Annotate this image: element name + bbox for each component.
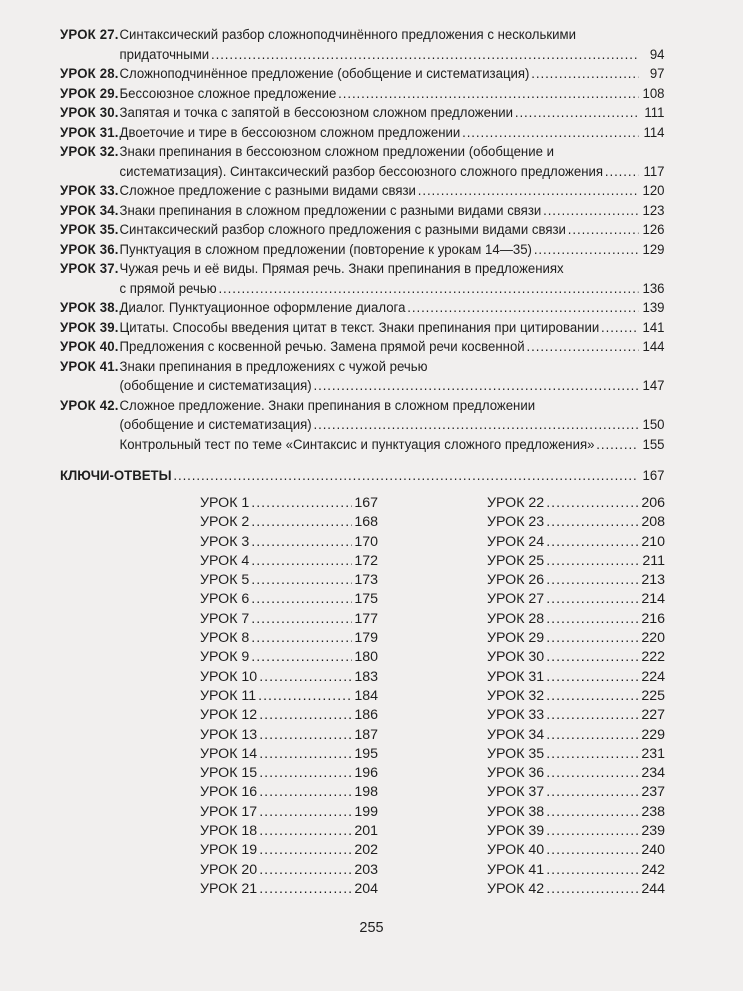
answer-lesson: УРОК 36: [487, 765, 545, 782]
lesson-title: Чужая речь и её виды. Прямая речь. Знаки препинания в предложениях: [119, 261, 564, 277]
dot-leader: [259, 726, 352, 745]
page-ref: 175: [354, 591, 378, 608]
answer-row: [487, 687, 665, 706]
answers-heading-row: [60, 467, 665, 487]
page-ref: 97: [649, 66, 665, 82]
lesson-title: Бессоюзное сложное предложение: [119, 85, 337, 102]
dot-leader: [259, 841, 352, 860]
toc-entry: [60, 397, 665, 436]
lesson-title: Сложное предложение. Знаки препинания в сложном предложении: [119, 397, 536, 414]
toc-entry: [60, 65, 665, 85]
answer-row: [200, 764, 378, 783]
answer-lesson: УРОК 9: [200, 649, 250, 666]
answer-row: [487, 822, 665, 841]
page-ref: 206: [641, 495, 665, 511]
answer-row: [200, 571, 378, 590]
page-ref: 126: [642, 222, 665, 238]
dot-leader: [258, 687, 352, 706]
lesson-label: УРОК 41.: [60, 358, 119, 375]
lesson-label: УРОК 32.: [60, 144, 119, 160]
dot-leader: [546, 803, 639, 822]
dot-leader: [462, 124, 638, 144]
dot-leader: [251, 590, 352, 609]
answer-lesson: УРОК 1: [200, 495, 250, 511]
page-ref: 144: [642, 339, 665, 355]
toc-entry: [60, 260, 665, 299]
dot-leader: [605, 163, 639, 183]
page-ref: 220: [641, 630, 665, 647]
page-ref: 224: [641, 668, 665, 685]
toc-entry: [60, 182, 665, 202]
answer-row: [487, 610, 665, 629]
dot-leader: [546, 764, 639, 783]
dot-leader: [546, 513, 639, 532]
page-ref: 186: [354, 707, 378, 724]
dot-leader: [546, 668, 639, 687]
answer-row: [487, 590, 665, 609]
lesson-label: УРОК 37.: [60, 261, 119, 277]
page-ref: 204: [354, 880, 378, 897]
lesson-label: УРОК 34.: [60, 202, 119, 219]
page-ref: 237: [641, 784, 665, 801]
answer-row: [487, 841, 665, 860]
page-ref: 167: [642, 468, 665, 484]
answer-lesson: УРОК 18: [200, 823, 258, 840]
answer-lesson: УРОК 30: [487, 649, 545, 666]
page-ref: 242: [641, 861, 665, 878]
toc-entry: [60, 26, 665, 65]
page-ref: 179: [354, 630, 378, 647]
toc-entry: [60, 202, 665, 222]
lesson-title: Двоеточие и тире в бессоюзном сложном предложении: [119, 124, 461, 141]
answer-row: [200, 803, 378, 822]
page-ref: 196: [354, 765, 378, 782]
page-ref: 170: [354, 533, 378, 550]
page-ref: 141: [642, 319, 665, 336]
dot-leader: [259, 783, 352, 802]
answer-row: [200, 513, 378, 532]
dot-leader: [534, 241, 639, 261]
page-ref: 238: [641, 803, 665, 820]
answer-lesson: УРОК 14: [200, 745, 258, 762]
toc-entry: [60, 436, 665, 456]
answer-lesson: УРОК 33: [487, 707, 545, 724]
dot-leader: [543, 202, 638, 222]
answer-lesson: УРОК 17: [200, 803, 258, 820]
answer-lesson: УРОК 23: [487, 514, 545, 531]
toc-entry: [60, 85, 665, 105]
dot-leader: [546, 880, 639, 899]
answer-row: [487, 648, 665, 667]
page-ref: 216: [641, 610, 665, 627]
dot-leader: [259, 764, 352, 783]
dot-leader: [596, 436, 638, 456]
dot-leader: [251, 552, 352, 571]
answer-row: [200, 648, 378, 667]
answer-row: [200, 610, 378, 629]
lesson-label: УРОК 39.: [60, 319, 119, 336]
answer-row: [487, 494, 665, 513]
answer-row: [200, 745, 378, 764]
answer-row: [487, 745, 665, 764]
dot-leader: [601, 319, 638, 339]
answer-lesson: УРОК 27: [487, 591, 545, 608]
answer-row: [487, 552, 665, 571]
page-ref: 208: [641, 514, 665, 531]
page-ref: 120: [642, 183, 665, 199]
lesson-label: УРОК 31.: [60, 124, 119, 141]
lesson-title: (обобщение и систематизация): [119, 417, 312, 433]
answer-lesson: УРОК 11: [200, 687, 257, 704]
answer-lesson: УРОК 32: [487, 687, 545, 704]
answer-row: [200, 726, 378, 745]
answer-lesson: УРОК 35: [487, 745, 545, 762]
answer-row: [487, 629, 665, 648]
dot-leader: [251, 610, 352, 629]
page-ref: 177: [354, 610, 378, 627]
dot-leader: [546, 687, 639, 706]
dot-leader: [546, 590, 639, 609]
dot-leader: [546, 822, 639, 841]
answer-lesson: УРОК 13: [200, 726, 258, 743]
dot-leader: [251, 513, 352, 532]
page-ref: 129: [642, 241, 665, 258]
dot-leader: [546, 629, 639, 648]
lesson-title: Синтаксический разбор сложноподчинённого предложения с несколькими: [119, 27, 576, 43]
answer-lesson: УРОК 4: [200, 552, 250, 569]
page-ref: 108: [642, 85, 665, 102]
dot-leader: [313, 377, 638, 397]
lesson-title: Диалог. Пунктуационное оформление диалога: [119, 300, 406, 316]
answer-lesson: УРОК 31: [487, 668, 545, 685]
page-ref: 225: [641, 687, 665, 704]
dot-leader: [313, 416, 638, 436]
answer-row: [487, 803, 665, 822]
toc-entry: [60, 241, 665, 261]
answer-lesson: УРОК 26: [487, 572, 545, 589]
page-ref: 222: [641, 649, 665, 666]
answer-lesson: УРОК 24: [487, 533, 545, 550]
lesson-title: Знаки препинания в предложениях с чужой речью: [119, 358, 428, 375]
answer-row: [487, 668, 665, 687]
answer-row: [200, 783, 378, 802]
toc-entry: [60, 299, 665, 319]
page-ref: 114: [643, 124, 665, 141]
page-ref: 231: [641, 745, 665, 762]
lesson-title: Предложения с косвенной речью. Замена прямой речи косвенной: [119, 339, 525, 355]
answer-row: [487, 880, 665, 899]
page-ref: 180: [354, 649, 378, 666]
answer-row: [487, 726, 665, 745]
dot-leader: [407, 299, 638, 319]
toc-entry: [60, 221, 665, 241]
answer-lesson: УРОК 15: [200, 765, 258, 782]
dot-leader: [259, 745, 352, 764]
page-ref: 172: [354, 552, 378, 569]
page-ref: 139: [642, 300, 665, 316]
answers-column-right: [487, 494, 665, 899]
dot-leader: [211, 46, 638, 66]
toc-entry: [60, 338, 665, 358]
page-ref: 117: [643, 163, 665, 180]
dot-leader: [546, 745, 639, 764]
page-ref: 234: [641, 765, 665, 782]
dot-leader: [259, 880, 352, 899]
answer-lesson: УРОК 40: [487, 842, 545, 859]
answer-row: [200, 590, 378, 609]
lesson-title: с прямой речью: [119, 280, 217, 297]
dot-leader: [251, 494, 352, 513]
dot-leader: [546, 648, 639, 667]
answer-lesson: УРОК 10: [200, 668, 258, 685]
lesson-title: Цитаты. Способы введения цитат в текст. Знаки препинания при цитировании: [119, 319, 600, 336]
dot-leader: [546, 552, 640, 571]
dot-leader: [259, 803, 352, 822]
page-ref: 167: [354, 495, 378, 511]
lesson-label: УРОК 36.: [60, 241, 119, 258]
answer-lesson: УРОК 19: [200, 842, 258, 859]
answer-row: [487, 783, 665, 802]
answer-lesson: УРОК 8: [200, 630, 250, 647]
toc-entry: [60, 319, 665, 339]
lesson-title: Синтаксический разбор сложного предложения с разными видами связи: [119, 222, 566, 238]
lesson-title: Пунктуация в сложном предложении (повторение к урокам 14—35): [119, 241, 532, 258]
dot-leader: [259, 861, 352, 880]
dot-leader: [546, 783, 639, 802]
dot-leader: [546, 841, 639, 860]
lesson-title: Контрольный тест по теме «Синтаксис и пунктуация сложного предложения»: [119, 436, 595, 453]
page-number: 255: [359, 920, 384, 936]
page-ref: 227: [641, 707, 665, 724]
answer-lesson: УРОК 28: [487, 610, 545, 627]
dot-leader: [251, 629, 352, 648]
answers-column-left: [200, 494, 378, 899]
page-ref: 187: [354, 726, 378, 743]
answer-row: [200, 668, 378, 687]
page-ref: 123: [642, 202, 665, 219]
page-ref: 150: [642, 417, 665, 433]
page-ref: 210: [641, 533, 665, 550]
lesson-label: УРОК 29.: [60, 85, 119, 102]
page-ref: 183: [354, 668, 378, 685]
dot-leader: [546, 726, 639, 745]
answer-row: [200, 629, 378, 648]
answer-row: [487, 706, 665, 725]
lesson-title: Сложное предложение с разными видами связи: [119, 183, 416, 199]
answer-lesson: УРОК 34: [487, 726, 545, 743]
answer-row: [487, 764, 665, 783]
answer-row: [200, 822, 378, 841]
dot-leader: [546, 610, 639, 629]
page-ref: 168: [354, 514, 378, 531]
dot-leader: [546, 571, 639, 590]
dot-leader: [259, 706, 352, 725]
dot-leader: [546, 494, 639, 513]
answer-row: [200, 706, 378, 725]
dot-leader: [527, 338, 639, 358]
answer-lesson: УРОК 38: [487, 803, 545, 820]
answer-row: [200, 494, 378, 513]
lesson-label: УРОК 27.: [60, 27, 119, 43]
page-ref: 202: [354, 842, 378, 859]
answer-row: [200, 880, 378, 899]
answer-lesson: УРОК 16: [200, 784, 258, 801]
lesson-label: УРОК 42.: [60, 397, 119, 414]
table-of-contents: [60, 26, 665, 487]
page-ref: 184: [354, 687, 378, 704]
toc-entry: [60, 124, 665, 144]
answer-row: [487, 533, 665, 552]
dot-leader: [546, 533, 639, 552]
dot-leader: [418, 182, 639, 202]
page-ref: 198: [354, 784, 378, 801]
answer-row: [487, 861, 665, 880]
lesson-title: Знаки препинания в бессоюзном сложном предложении (обобщение и: [119, 144, 554, 160]
page-ref: 155: [642, 436, 665, 453]
answer-row: [200, 841, 378, 860]
page-ref: 173: [354, 572, 378, 589]
dot-leader: [251, 571, 352, 590]
dot-leader: [568, 221, 639, 241]
answer-lesson: УРОК 6: [200, 591, 250, 608]
dot-leader: [251, 648, 352, 667]
answer-lesson: УРОК 29: [487, 630, 545, 647]
dot-leader: [251, 533, 352, 552]
dot-leader: [546, 861, 639, 880]
answer-lesson: УРОК 12: [200, 707, 258, 724]
answers-heading: КЛЮЧИ-ОТВЕТЫ: [60, 468, 172, 484]
answer-lesson: УРОК 20: [200, 861, 258, 878]
toc-entry: [60, 104, 665, 124]
answer-lesson: УРОК 3: [200, 533, 250, 550]
lesson-title: Запятая и точка с запятой в бессоюзном сложном предложении: [119, 105, 513, 121]
dot-leader: [515, 104, 639, 124]
toc-entry: [60, 143, 665, 182]
answer-lesson: УРОК 22: [487, 495, 545, 511]
answer-lesson: УРОК 7: [200, 610, 250, 627]
lesson-label: УРОК 28.: [60, 66, 119, 82]
dot-leader: [218, 280, 638, 300]
answer-row: [200, 687, 378, 706]
dot-leader: [259, 668, 352, 687]
answer-lesson: УРОК 2: [200, 514, 250, 531]
answer-lesson: УРОК 42: [487, 880, 545, 897]
answer-lesson: УРОК 37: [487, 784, 545, 801]
lesson-title: Сложноподчинённое предложение (обобщение и систематизация): [119, 66, 530, 82]
dot-leader: [259, 822, 352, 841]
lesson-label: УРОК 35.: [60, 222, 119, 238]
lesson-label: УРОК 38.: [60, 300, 119, 316]
answer-row: [487, 513, 665, 532]
page-ref: 214: [641, 591, 665, 608]
dot-leader: [338, 85, 638, 105]
answer-lesson: УРОК 41: [487, 861, 545, 878]
page-ref: 239: [641, 823, 665, 840]
dot-leader: [546, 706, 639, 725]
lesson-label: УРОК 33.: [60, 183, 119, 199]
answer-row: [200, 533, 378, 552]
answer-row: [200, 861, 378, 880]
page-ref: 94: [649, 46, 665, 63]
lesson-title: Знаки препинания в сложном предложении с разными видами связи: [119, 202, 542, 219]
page-ref: 203: [354, 861, 378, 878]
page-ref: 111: [644, 105, 665, 121]
lesson-title: (обобщение и систематизация): [119, 378, 312, 394]
page-ref: 211: [642, 552, 665, 569]
answer-lesson: УРОК 39: [487, 823, 545, 840]
dot-leader: [531, 65, 638, 85]
page-ref: 195: [354, 745, 378, 762]
answer-lesson: УРОК 25: [487, 552, 545, 569]
page-ref: 199: [354, 803, 378, 820]
lesson-title: систематизация). Синтаксический разбор бессоюзного сложного предложения: [119, 163, 604, 180]
answer-row: [487, 571, 665, 590]
page-ref: 229: [641, 726, 665, 743]
answer-lesson: УРОК 5: [200, 572, 250, 589]
page-ref: 136: [642, 280, 665, 297]
answer-row: [200, 552, 378, 571]
page-ref: 240: [641, 842, 665, 859]
page-ref: 244: [641, 880, 665, 897]
lesson-label: УРОК 30.: [60, 105, 119, 121]
page-ref: 147: [642, 378, 665, 394]
dot-leader: [173, 467, 638, 487]
lesson-title: придаточными: [119, 46, 210, 63]
lesson-label: УРОК 40.: [60, 339, 119, 355]
toc-entry: [60, 358, 665, 397]
page-ref: 213: [641, 572, 665, 589]
page-ref: 201: [354, 823, 378, 840]
answer-lesson: УРОК 21: [200, 880, 258, 897]
